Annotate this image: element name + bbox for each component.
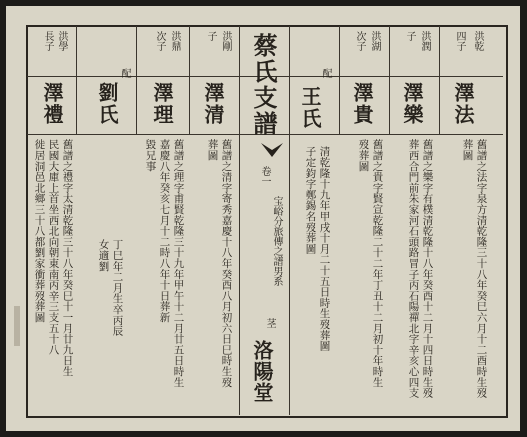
fishtail-mark-icon <box>260 141 284 161</box>
generation-label: 洪潤 <box>419 31 430 51</box>
biography-line: 葬圖 <box>206 139 219 161</box>
relation-label: 次子 <box>154 31 165 51</box>
generation-label: 洪剛 <box>220 31 231 51</box>
biography-line: 子定鈞字鄭錫名歿葬圖 <box>304 146 317 254</box>
person-name: 澤樂 <box>400 82 424 126</box>
person-name: 王氏 <box>298 86 322 130</box>
biography-line: 葬圖 <box>461 139 474 161</box>
genealogy-title: 蔡氏支譜 <box>249 33 278 137</box>
person-name: 澤貴 <box>350 82 374 126</box>
center-column-right-border <box>289 26 290 415</box>
biography-line: 民國大庫上首坐西北向朝東南丙辛三支五十八 <box>47 139 60 355</box>
relation-label: 四子 <box>454 31 465 51</box>
relation-label: 子 <box>205 31 216 41</box>
person-name: 澤清 <box>201 82 225 126</box>
column-divider <box>439 26 440 134</box>
section-label: 宝峪分旅傳之譜男系 <box>271 196 282 286</box>
relation-label: 長子 <box>42 31 53 51</box>
biography-line: 舊譜之理字甫賢乾隆三十九年甲午十二月廿五日時生 <box>172 139 185 388</box>
page-edge-mark <box>14 306 20 346</box>
column-divider <box>389 26 390 134</box>
biography-line: 清乾隆十九年甲戌十月二十五日時生歿葬圖 <box>318 146 331 352</box>
biography-line: 歿葬圖 <box>357 139 370 172</box>
generation-label: 洪乾 <box>472 31 483 51</box>
center-column-left-border <box>239 26 240 415</box>
generation-label: 洪湖 <box>369 31 380 51</box>
biography-line: 毀兄事 <box>144 139 157 172</box>
column-divider <box>136 26 137 134</box>
biography-line: 女適劉 <box>97 239 110 272</box>
biography-line: 舊譜之法字泉方清乾隆三十八年癸巳六月十二酉時生歿 <box>475 139 488 399</box>
generation-label: 洪學 <box>56 31 67 51</box>
person-name: 澤法 <box>451 82 475 126</box>
biography-line: 舊譜之禮字太清乾隆三十八年癸巳十一月廿九日生 <box>61 139 74 377</box>
biography-line: 徙居洞邑北鄉三十八都劉家衝葬歿葬圖 <box>33 139 46 323</box>
biography-line: 舊譜之樂字有樸清乾隆十八年癸酉十二月十四日時生歿 <box>421 139 434 399</box>
biography-line: 葬西合門前朱家河石頭路冒子丙石陽禪北字辛亥心四支 <box>407 139 420 399</box>
publisher-hall: 洛陽堂 <box>250 340 274 403</box>
generation-label: 洪鼎 <box>169 31 180 51</box>
column-divider <box>189 26 190 134</box>
biography-line: 嘉慶八年癸亥七月十二時八年十日葬新 <box>158 139 171 323</box>
spouse-marker: 配 <box>119 68 130 78</box>
person-name: 澤禮 <box>40 82 64 126</box>
relation-label: 子 <box>404 31 415 41</box>
page-number: 茎 <box>264 318 275 328</box>
spouse-marker: 配 <box>320 68 331 78</box>
biography-line: 丁巳年二月生卒丙辰 <box>111 239 124 337</box>
volume-label: 卷一 <box>259 166 270 186</box>
person-name: 澤理 <box>150 82 174 126</box>
person-name: 劉氏 <box>95 82 119 126</box>
column-divider <box>76 26 77 134</box>
biography-line: 舊譜之貴字賢宣乾隆二十二年丁丑十二月初十年時生 <box>371 139 384 388</box>
relation-label: 次子 <box>354 31 365 51</box>
column-divider <box>339 26 340 134</box>
biography-line: 舊譜之清字寄秀嘉慶十八年癸酉八月初六日巳時生歿 <box>220 139 233 388</box>
genealogy-page <box>6 6 520 431</box>
